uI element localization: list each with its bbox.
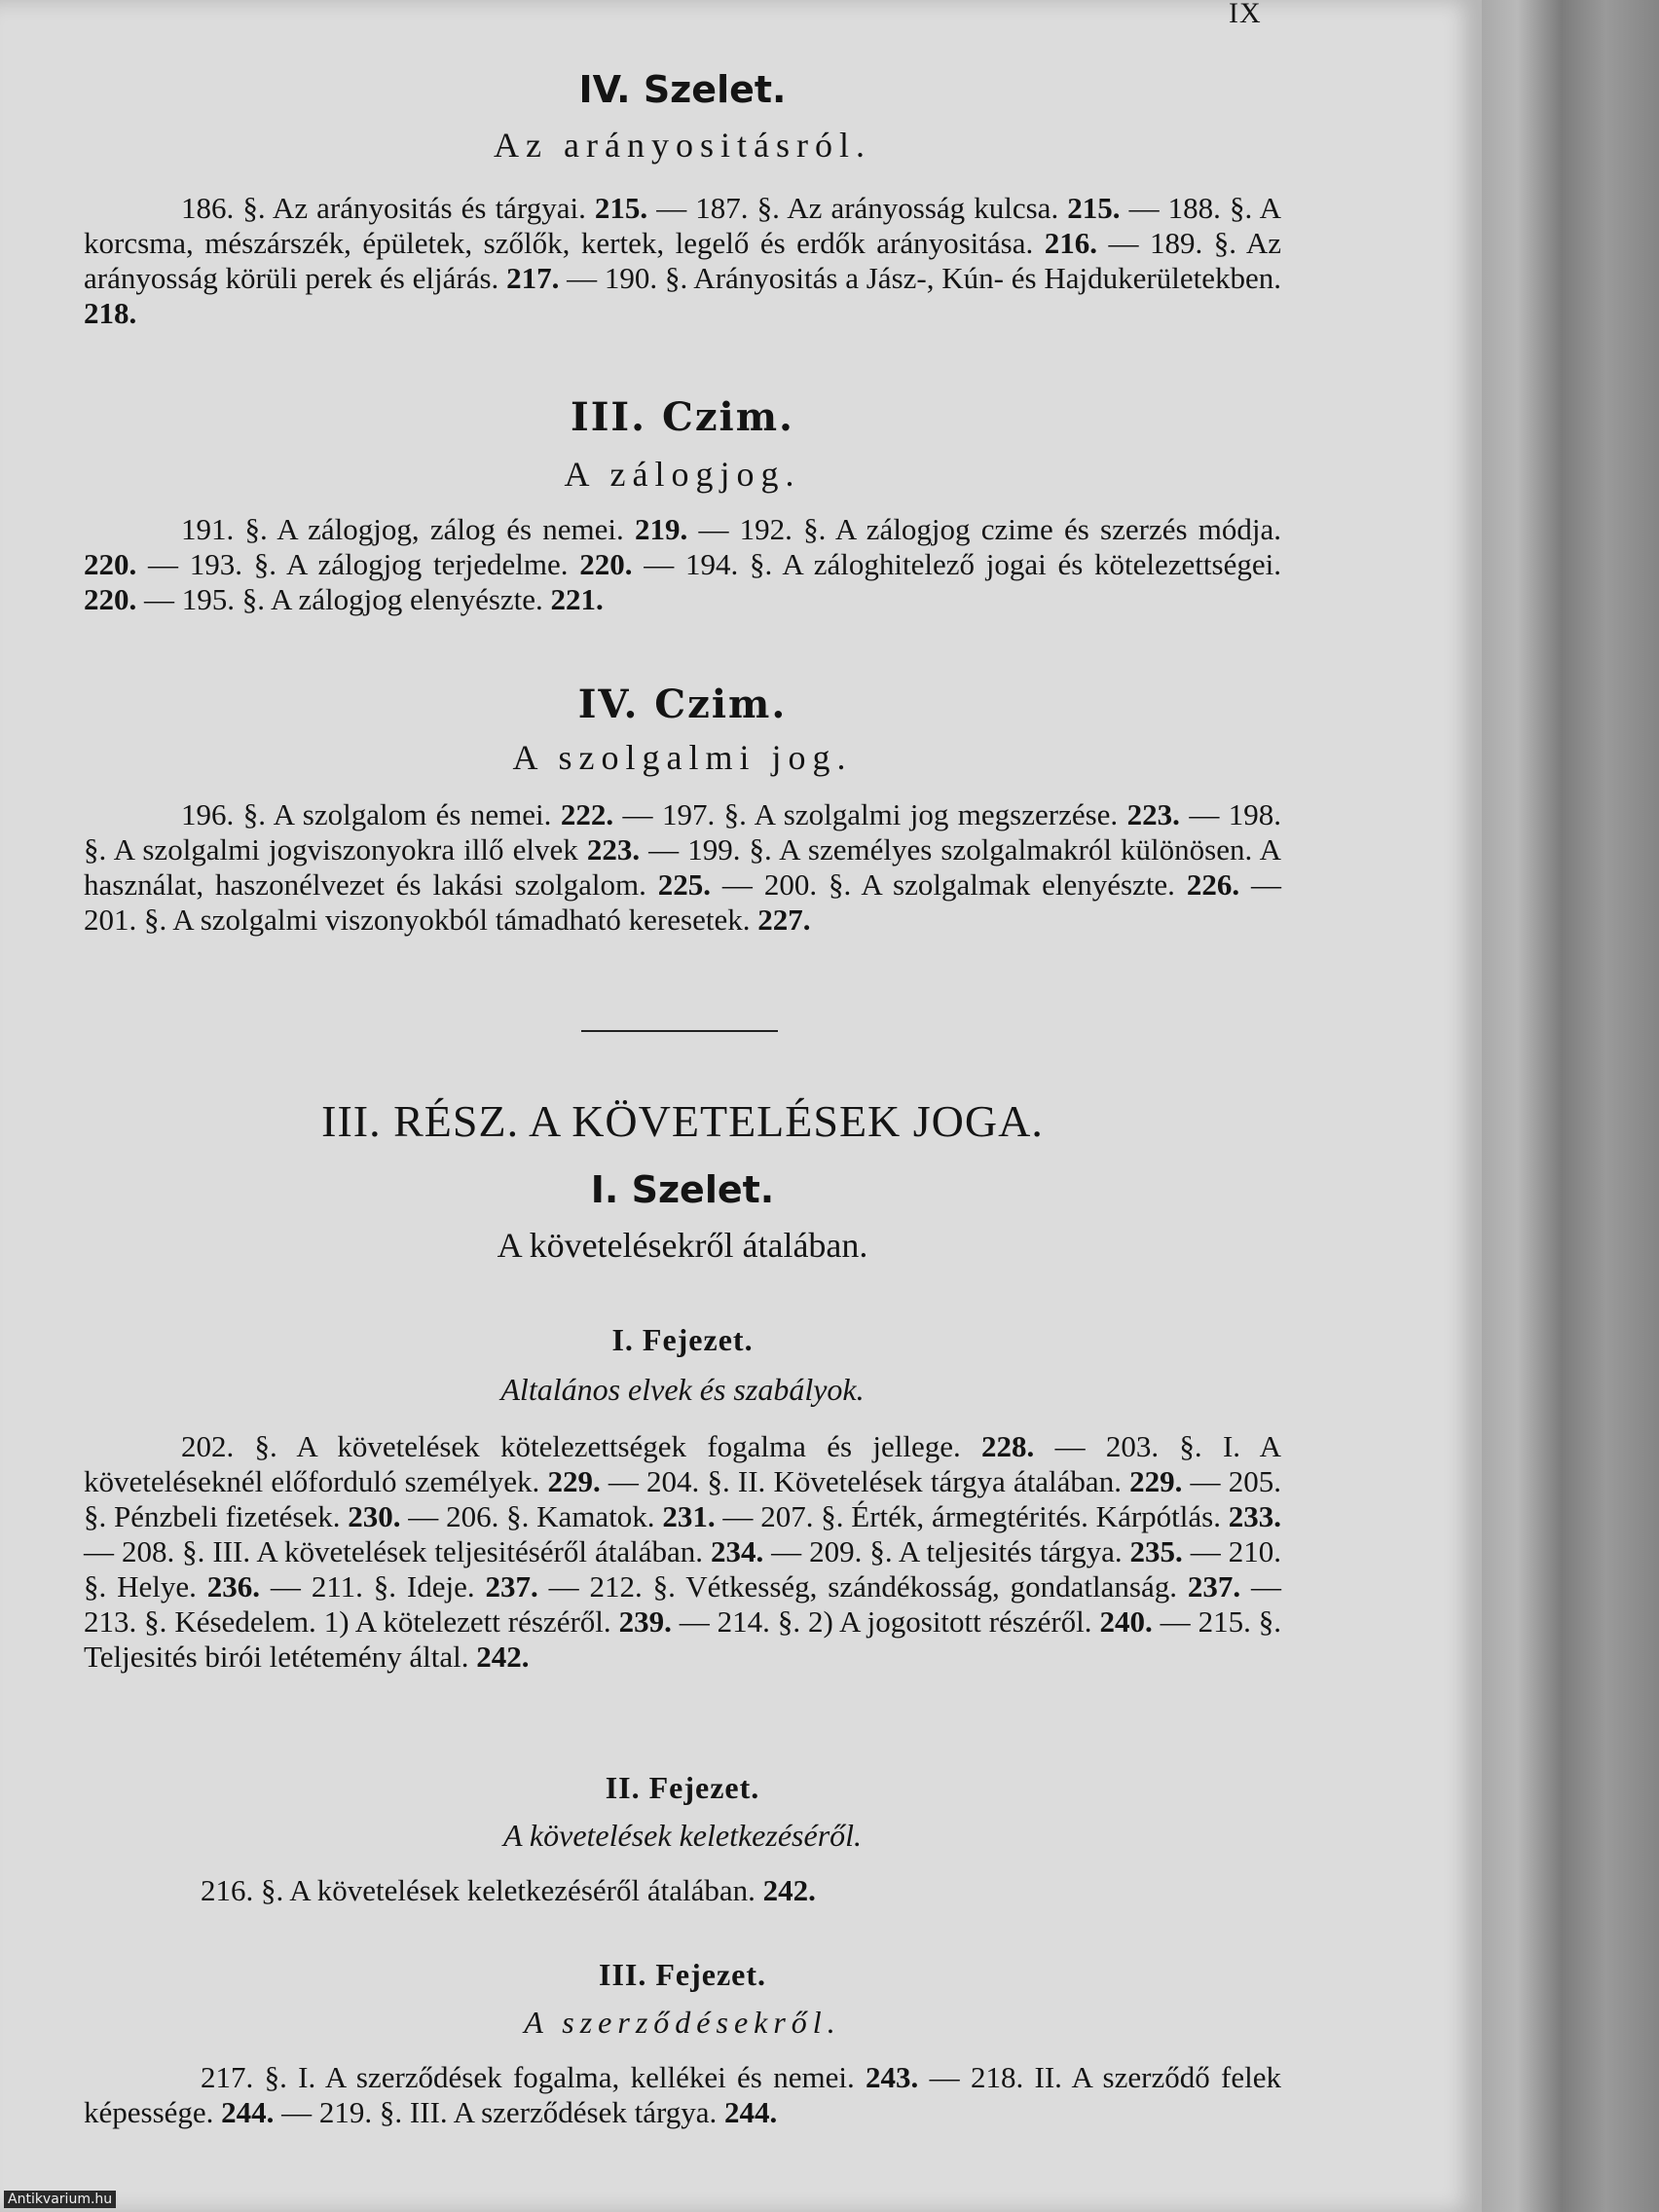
section-czim-iv	[84, 682, 1281, 938]
section-heading: IV. Czim.	[577, 682, 788, 727]
section-paragraph	[84, 512, 1281, 617]
entry-text: 216. §. A követelések keletkezéséről átalában.	[201, 1873, 763, 1907]
chapter-heading: I. Fejezet.	[611, 1322, 754, 1357]
section-subheading: Az arányositásról.	[494, 126, 871, 165]
page-reference: 231.	[662, 1499, 716, 1533]
page-reference: 215.	[594, 191, 648, 225]
entry-text: 196. §. A szolgalom és nemei.	[181, 797, 561, 831]
page-reference: 230.	[348, 1499, 401, 1533]
entry-text: — 218. II. A szerződő felek képessége.	[84, 2060, 1282, 2129]
chapter-iii	[84, 1957, 1281, 2130]
book-binding-edge	[1482, 0, 1659, 2212]
page-reference: 243.	[866, 2060, 919, 2094]
entry-text: — 204. §. II. Követelések tárgya átalában.	[600, 1464, 1130, 1498]
page-reference: 215.	[1067, 191, 1121, 225]
section-czim-iii	[84, 394, 1281, 617]
entry-text: — 207. §. Érték, ármegtérités. Kárpótlás.	[715, 1499, 1229, 1533]
chapter-i	[84, 1322, 1281, 1675]
entry-text: 186. §. Az arányositás és tárgyai.	[181, 191, 595, 225]
page-reference: 233.	[1228, 1499, 1281, 1533]
page-reference: 227.	[757, 903, 811, 937]
chapter-subheading: A szerződésekről.	[524, 2005, 841, 2040]
part-iii	[84, 1095, 1281, 1266]
entry-text: — 190. §. Arányositás a Jász-, Kún- és Hajdukerületekben.	[559, 261, 1281, 295]
page-reference: 235.	[1129, 1534, 1183, 1568]
page-reference: 223.	[1126, 797, 1180, 831]
entry-text: — 206. §. Kamatok.	[400, 1499, 663, 1533]
page-reference: 220.	[579, 547, 633, 581]
page-reference: 217.	[506, 261, 560, 295]
page-reference: 234.	[710, 1534, 764, 1568]
page-reference: 242.	[476, 1640, 530, 1674]
page-reference: 239.	[618, 1604, 672, 1639]
page-reference: 237.	[485, 1569, 538, 1604]
chapter-paragraph	[84, 2060, 1281, 2130]
entry-text: — 194. §. A záloghitelező jogai és kötelezettségei.	[632, 547, 1281, 581]
entry-text: — 199. §. A személyes szolgalmakról különösen. A használat, haszonélvezet és lakási szolgalom.	[84, 832, 1281, 902]
page-reference: 223.	[586, 832, 641, 866]
entry-text: 217. §. I. A szerződések fogalma, kellékei és nemei.	[201, 2060, 866, 2094]
entry-text: — 219. §. III. A szerződések tárgya.	[274, 2095, 724, 2129]
entry-text: — 192. §. A zálogjog czime és szerzés módja.	[687, 512, 1281, 546]
szelet-heading: I. Szelet.	[590, 1168, 775, 1211]
section-subheading: A zálogjog.	[564, 455, 801, 494]
section-paragraph	[84, 191, 1281, 331]
section-heading: III. Czim.	[571, 394, 794, 440]
part-heading: III. RÉSZ. A KÖVETELÉSEK JOGA.	[321, 1096, 1044, 1146]
watermark-footer: Antikvarium.hu	[4, 2191, 116, 2208]
page-reference: 216.	[1044, 226, 1098, 260]
chapter-heading: II. Fejezet.	[605, 1770, 760, 1805]
entry-text: — 188. §. A korcsma, mészárszék, épületek, szőlők, kertek, legelő és erdők arányositása.	[84, 191, 1281, 260]
page-reference: 228.	[981, 1429, 1035, 1463]
page-reference: 244.	[724, 2095, 778, 2129]
page-reference: 242.	[762, 1873, 816, 1907]
entry-text: — 213. §. Késedelem. 1) A kötelezett részéről.	[84, 1569, 1281, 1639]
entry-text: — 195. §. A zálogjog elenyészte.	[136, 582, 551, 616]
chapter-subheading: Altalános elvek és szabályok.	[500, 1372, 865, 1407]
szelet-subheading: A követelésekről átalában.	[497, 1226, 868, 1265]
entry-text: — 203. §. I. A követeléseknél előforduló személyek.	[84, 1429, 1282, 1498]
entry-text: — 198. §. A szolgalmi jogviszonyokra illő elvek	[84, 797, 1282, 866]
page-reference: 226.	[1186, 867, 1240, 902]
chapter-ii	[84, 1770, 1281, 1908]
page-reference: 236.	[206, 1569, 261, 1604]
entry-text: — 208. §. III. A követelések teljesitéséről átalában.	[84, 1534, 711, 1568]
page-reference: 244.	[221, 2095, 275, 2129]
entry-text: — 215. §. Teljesités birói letétemény által.	[84, 1604, 1282, 1674]
entry-text: — 210. §. Helye.	[84, 1534, 1281, 1604]
entry-text: — 201. §. A szolgalmi viszonyokból támadható keresetek.	[84, 867, 1281, 937]
chapter-subheading: A követelések keletkezéséről.	[502, 1818, 863, 1853]
entry-text: — 209. §. A teljesités tárgya.	[763, 1534, 1130, 1568]
section-szelet-iv	[84, 68, 1281, 331]
page-reference: 229.	[1129, 1464, 1183, 1498]
page-reference: 218.	[84, 296, 137, 330]
page-reference: 225.	[657, 867, 712, 902]
page-reference: 229.	[547, 1464, 601, 1498]
entry-text: — 187. §. Az arányosság kulcsa.	[647, 191, 1068, 225]
page-reference: 219.	[634, 512, 688, 546]
chapter-paragraph	[84, 1429, 1281, 1675]
section-heading: IV. Szelet.	[578, 68, 787, 111]
divider-rule	[581, 1030, 778, 1032]
entry-text: — 211. §. Ideje.	[260, 1569, 486, 1604]
chapter-paragraph	[84, 1873, 1281, 1908]
entry-text: — 189. §. Az arányosság körüli perek és eljárás.	[84, 226, 1282, 295]
page-reference: 222.	[560, 797, 614, 831]
entry-text: — 212. §. Vétkesség, szándékosság, gondatlanság.	[537, 1569, 1188, 1604]
entry-text: 191. §. A zálogjog, zálog és nemei.	[181, 512, 635, 546]
page-number: IX	[1229, 0, 1262, 29]
section-paragraph	[84, 797, 1281, 938]
section-subheading: A szolgalmi jog.	[512, 738, 853, 777]
chapter-heading: III. Fejezet.	[598, 1957, 767, 1992]
page-reference: 240.	[1099, 1604, 1153, 1639]
entry-text: — 193. §. A zálogjog terjedelme.	[136, 547, 580, 581]
page-reference: 221.	[550, 582, 604, 616]
page-reference: 220.	[84, 582, 137, 616]
entry-text: — 205. §. Pénzbeli fizetések.	[84, 1464, 1281, 1533]
entry-text: — 214. §. 2) A jogositott részéről.	[671, 1604, 1100, 1639]
entry-text: — 197. §. A szolgalmi jog megszerzése.	[613, 797, 1127, 831]
page-reference: 220.	[84, 547, 137, 581]
entry-text: — 200. §. A szolgalmak elenyészte.	[711, 867, 1187, 902]
page-reference: 237.	[1187, 1569, 1241, 1604]
entry-text: 202. §. A követelések kötelezettségek fogalma és jellege.	[181, 1429, 982, 1463]
